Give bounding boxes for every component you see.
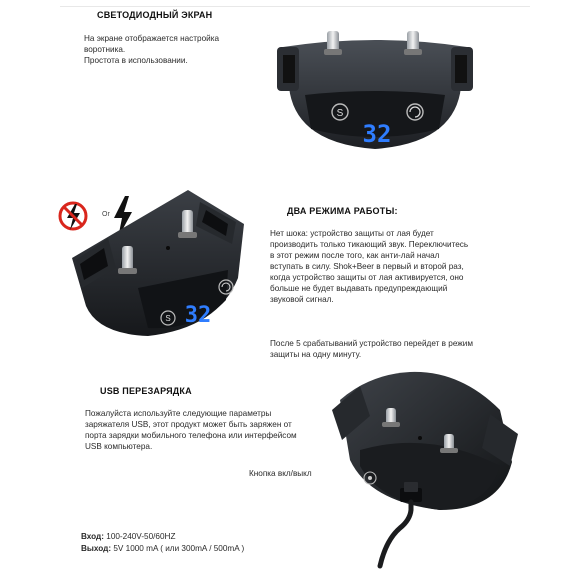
section-text-display bbox=[84, 33, 219, 66]
display-line-2: воротника. bbox=[84, 45, 126, 54]
or-text: Or bbox=[102, 211, 110, 218]
modes-line-9: защиты на одну минуту. bbox=[270, 350, 362, 359]
spec-output bbox=[81, 543, 244, 554]
top-divider bbox=[60, 6, 530, 7]
usb-line-3: порта зарядки мобильного телефона или интерфейсом bbox=[85, 431, 297, 440]
power-button-label: Кнопка вкл/выкл bbox=[249, 469, 312, 478]
modes-line-5: когда устройство защиты от лая активируется, оно bbox=[270, 273, 464, 282]
led-display-value: 32 bbox=[362, 120, 392, 148]
modes-line-8: После 5 срабатываний устройство перейдет в режим bbox=[270, 339, 473, 348]
section-title-modes: ДВА РЕЖИМА РАБОТЫ: bbox=[287, 206, 398, 216]
svg-text:S: S bbox=[336, 108, 344, 119]
spec-input-label: Вход: bbox=[81, 532, 104, 541]
section-text-modes-2 bbox=[270, 338, 473, 360]
spec-output-label: Выход: bbox=[81, 544, 112, 553]
section-title-display: СВЕТОДИОДНЫЙ ЭКРАН bbox=[97, 10, 213, 20]
modes-line-7: звуковой сигнал. bbox=[270, 295, 334, 304]
modes-line-6: больше не будет выдавать предупреждающий bbox=[270, 284, 448, 293]
usb-line-4: USB компьютера. bbox=[85, 442, 153, 451]
collar-device-top-image bbox=[275, 25, 475, 155]
usb-line-1: Пожалуйста используйте следующие параметры bbox=[85, 409, 272, 418]
section-title-usb: USB ПЕРЕЗАРЯДКА bbox=[100, 386, 192, 396]
modes-line-2: производить только тикающий звук. Переключитесь bbox=[270, 240, 469, 249]
spec-output-value: 5V 1000 mA ( или 300mA / 500mA ) bbox=[111, 544, 245, 553]
led-display-value-2: 32 bbox=[184, 303, 212, 328]
modes-line-4: вступать в силу. Shok+Beer в первый и второй раз, bbox=[270, 262, 464, 271]
display-line-1: На экране отображается настройка bbox=[84, 34, 220, 43]
svg-text:S: S bbox=[165, 314, 171, 323]
spec-input-value: 100-240V-50/60HZ bbox=[103, 532, 176, 541]
collar-device-usb-image bbox=[330, 370, 520, 570]
usb-line-2: заряжателя USB, этот продукт может быть заряжен от bbox=[85, 420, 292, 429]
display-line-3: Простота в использовании. bbox=[84, 56, 188, 65]
modes-line-1: Нет шока: устройство защиты от лая будет bbox=[270, 229, 434, 238]
spec-input bbox=[81, 531, 175, 542]
section-text-usb bbox=[85, 408, 297, 452]
modes-line-3: в этот режим после того, как анти-лай начал bbox=[270, 251, 440, 260]
collar-device-middle-image bbox=[68, 188, 248, 338]
section-text-modes-1 bbox=[270, 228, 468, 305]
